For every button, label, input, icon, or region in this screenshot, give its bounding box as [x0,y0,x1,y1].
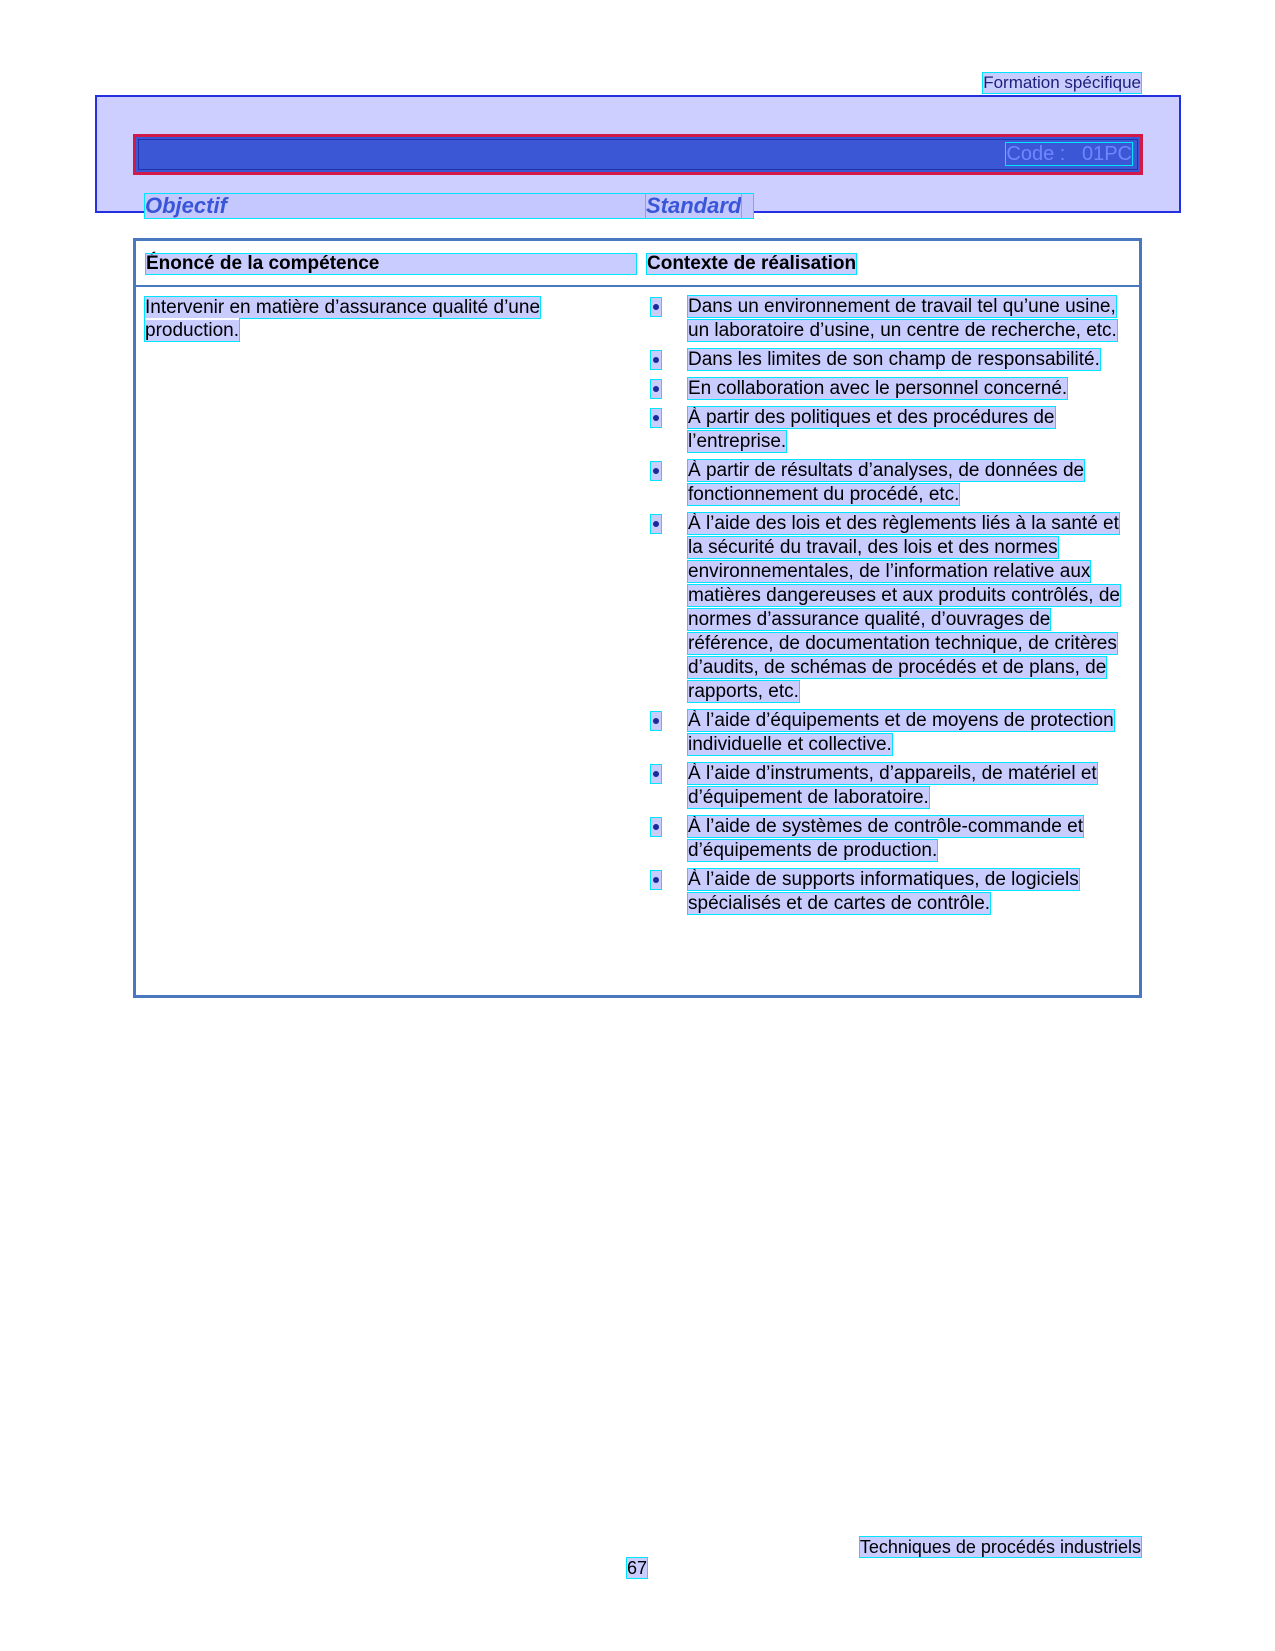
standard-label: Standard [646,193,742,218]
list-item-text: En collaboration avec le personnel concerné. [688,378,1068,399]
list-item-text: À l’aide de supports informatiques, de logiciels spécialisés et de cartes de contrôle. [688,869,1079,914]
objectif-label: Objectif [145,194,753,218]
bullet-icon [651,871,661,889]
list-item [651,377,1121,401]
column-header-contexte: Contexte de réalisation [647,253,857,274]
list-item [651,459,1121,507]
list-item [651,512,1121,704]
list-item-text: À l’aide d’instruments, d’appareils, de matériel et d’équipement de laboratoire. [688,763,1097,808]
bullet-icon [651,462,661,480]
context-list [651,295,1121,921]
column-header-competence: Énoncé de la compétence [146,254,636,274]
competency-code: Code : 01PC [1006,143,1132,165]
bullet-icon [651,818,661,836]
list-item [651,348,1121,372]
list-item [651,762,1121,810]
bullet-icon [651,409,661,427]
list-item [651,709,1121,757]
page-number: 67 [627,1558,648,1578]
title-bar-inner-border [138,139,1138,170]
competency-table [133,238,1142,998]
bullet-icon [651,380,661,398]
list-item [651,868,1121,916]
table-header-divider [136,285,1139,287]
bullet-icon [651,765,661,783]
list-item-text: À partir de résultats d’analyses, de données de fonctionnement du procédé, etc. [688,460,1085,505]
list-item-text: À l’aide de systèmes de contrôle-commande et d’équipements de production. [688,816,1083,861]
list-item-text: À partir des politiques et des procédures de l’entreprise. [688,407,1055,452]
competence-statement-text: Intervenir en matière d’assurance qualité d’une production. [145,297,541,341]
bullet-icon [651,298,661,316]
competence-statement [145,296,637,342]
list-item-text: À l’aide d’équipements et de moyens de protection individuelle et collective. [688,710,1114,755]
list-item [651,815,1121,863]
list-item [651,295,1121,343]
bullet-icon [651,351,661,369]
bullet-icon [651,712,661,730]
bullet-icon [651,515,661,533]
section-header-label: Formation spécifique [983,73,1141,92]
program-title: Techniques de procédés industriels [859,1537,1141,1557]
list-item-text: Dans les limites de son champ de responsabilité. [688,349,1100,370]
list-item-text: Dans un environnement de travail tel qu’une usine, un laboratoire d’usine, un centre de recherche, etc. [688,296,1117,341]
list-item-text: À l’aide des lois et des règlements liés à la santé et la sécurité du travail, des lois et des normes environnementales, de l’information relative aux matières dangereuses et aux produits contrôlés, de normes d’assurance qualité, d’ouvrages de référence, de documentation technique, de critères d’audits, de schémas de procédés et de plans, de rapports, etc. [688,513,1120,702]
competency-title-bar [133,134,1143,175]
list-item [651,406,1121,454]
